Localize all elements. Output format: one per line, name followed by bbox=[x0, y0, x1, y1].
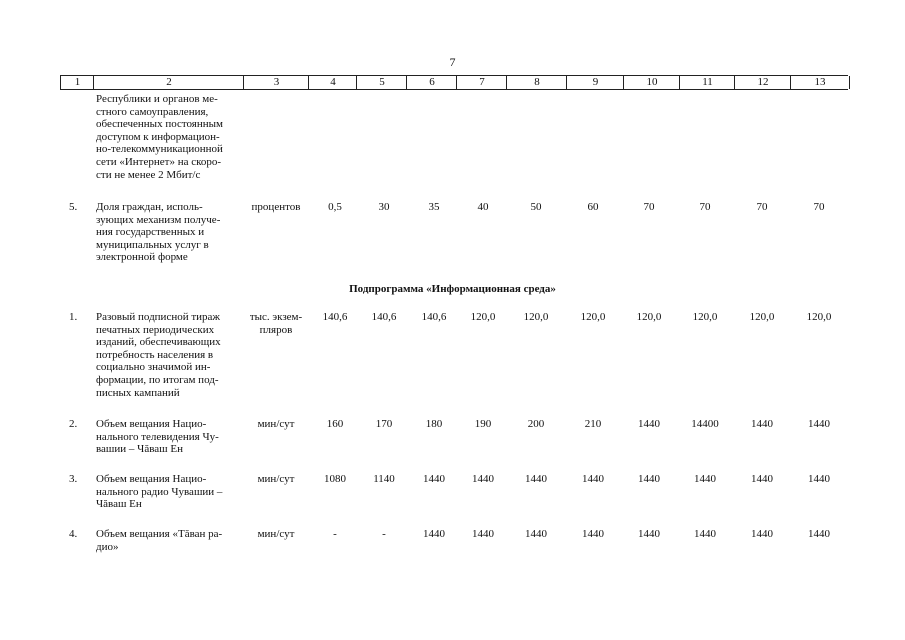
indicator-text: Разовый подписной тираж печатных периодических изданий, обеспечивающих потребность населения в социально значимой ин- формации, по итогам под- писных кампаний bbox=[96, 311, 221, 399]
indicator-text: Доля граждан, исполь- зующих механизм получе- ния государственных и муниципальных услуг в электронной форме bbox=[96, 201, 221, 264]
value-cell: 120,0 bbox=[580, 311, 606, 323]
value-cell: 14400 bbox=[691, 418, 719, 430]
value-cell: 1440 bbox=[638, 473, 660, 485]
value-cell: 120,0 bbox=[692, 311, 718, 323]
value-cell: - bbox=[382, 528, 386, 540]
value-cell: 1440 bbox=[525, 528, 547, 540]
value-cell: 1440 bbox=[582, 528, 604, 540]
value-cell: 1440 bbox=[694, 528, 716, 540]
value-cell: 70 bbox=[643, 201, 655, 213]
indicator-text: Объем вещания Нацио- нального телевидения Чу- вашии – Чăваш Ен bbox=[96, 418, 219, 456]
value-cell: 120,0 bbox=[749, 311, 775, 323]
value-cell: 160 bbox=[326, 418, 344, 430]
indicator-text: Республики и органов ме- стного самоуправления, обеспеченных постоянным доступом к информацион- но-телекоммуникационной сети «Интернет» на скоро- сти не менее 2 Мбит/с bbox=[96, 93, 223, 181]
value-cell: 0,5 bbox=[328, 201, 342, 213]
unit-cell: тыс. экзем- пляров bbox=[249, 311, 303, 336]
value-cell: 180 bbox=[425, 418, 443, 430]
value-cell: 140,6 bbox=[322, 311, 348, 323]
value-cell: 120,0 bbox=[470, 311, 496, 323]
row-number: 4. bbox=[69, 528, 78, 540]
col-header-5: 5 bbox=[356, 76, 407, 89]
value-cell: - bbox=[333, 528, 337, 540]
value-cell: 120,0 bbox=[636, 311, 662, 323]
value-cell: 120,0 bbox=[523, 311, 549, 323]
col-header-1: 1 bbox=[60, 76, 94, 89]
table-header bbox=[60, 75, 848, 90]
value-cell: 1140 bbox=[373, 473, 395, 485]
col-header-13: 13 bbox=[790, 76, 850, 89]
unit-cell: мин/сут bbox=[257, 418, 295, 430]
col-header-3: 3 bbox=[243, 76, 309, 89]
value-cell: 1440 bbox=[423, 473, 445, 485]
value-cell: 1440 bbox=[751, 473, 773, 485]
value-cell: 190 bbox=[474, 418, 492, 430]
unit-cell: мин/сут bbox=[257, 528, 295, 540]
value-cell: 30 bbox=[378, 201, 390, 213]
col-header-6: 6 bbox=[406, 76, 457, 89]
value-cell: 1440 bbox=[694, 473, 716, 485]
value-cell: 1080 bbox=[324, 473, 346, 485]
row-number: 3. bbox=[69, 473, 78, 485]
value-cell: 200 bbox=[527, 418, 545, 430]
indicator-text: Объем вещания Нацио- нального радио Чувашии – Чăваш Ен bbox=[96, 473, 223, 511]
row-number: 1. bbox=[69, 311, 78, 323]
value-cell: 1440 bbox=[472, 528, 494, 540]
unit-cell: процентов bbox=[251, 201, 301, 213]
value-cell: 1440 bbox=[638, 418, 660, 430]
value-cell: 1440 bbox=[808, 473, 830, 485]
value-cell: 170 bbox=[375, 418, 393, 430]
unit-cell: мин/сут bbox=[257, 473, 295, 485]
value-cell: 120,0 bbox=[806, 311, 832, 323]
col-header-4: 4 bbox=[308, 76, 357, 89]
value-cell: 60 bbox=[587, 201, 599, 213]
page-number: 7 bbox=[449, 55, 456, 69]
value-cell: 1440 bbox=[808, 528, 830, 540]
value-cell: 40 bbox=[477, 201, 489, 213]
value-cell: 1440 bbox=[808, 418, 830, 430]
value-cell: 50 bbox=[530, 201, 542, 213]
value-cell: 70 bbox=[699, 201, 711, 213]
value-cell: 70 bbox=[813, 201, 825, 213]
section-title: Подпрограмма «Информационная среда» bbox=[349, 283, 556, 295]
col-header-11: 11 bbox=[679, 76, 735, 89]
indicator-text: Объем вещания «Тăван ра- дио» bbox=[96, 528, 223, 553]
row-number: 5. bbox=[69, 201, 78, 213]
value-cell: 1440 bbox=[751, 418, 773, 430]
col-header-10: 10 bbox=[623, 76, 680, 89]
col-header-9: 9 bbox=[566, 76, 624, 89]
value-cell: 1440 bbox=[525, 473, 547, 485]
value-cell: 1440 bbox=[472, 473, 494, 485]
col-header-8: 8 bbox=[506, 76, 567, 89]
value-cell: 210 bbox=[584, 418, 602, 430]
col-header-7: 7 bbox=[456, 76, 507, 89]
value-cell: 70 bbox=[756, 201, 768, 213]
value-cell: 1440 bbox=[582, 473, 604, 485]
row-number: 2. bbox=[69, 418, 78, 430]
col-header-2: 2 bbox=[93, 76, 244, 89]
value-cell: 1440 bbox=[638, 528, 660, 540]
value-cell: 1440 bbox=[751, 528, 773, 540]
value-cell: 140,6 bbox=[371, 311, 397, 323]
value-cell: 1440 bbox=[423, 528, 445, 540]
value-cell: 35 bbox=[428, 201, 440, 213]
value-cell: 140,6 bbox=[421, 311, 447, 323]
col-header-12: 12 bbox=[734, 76, 791, 89]
